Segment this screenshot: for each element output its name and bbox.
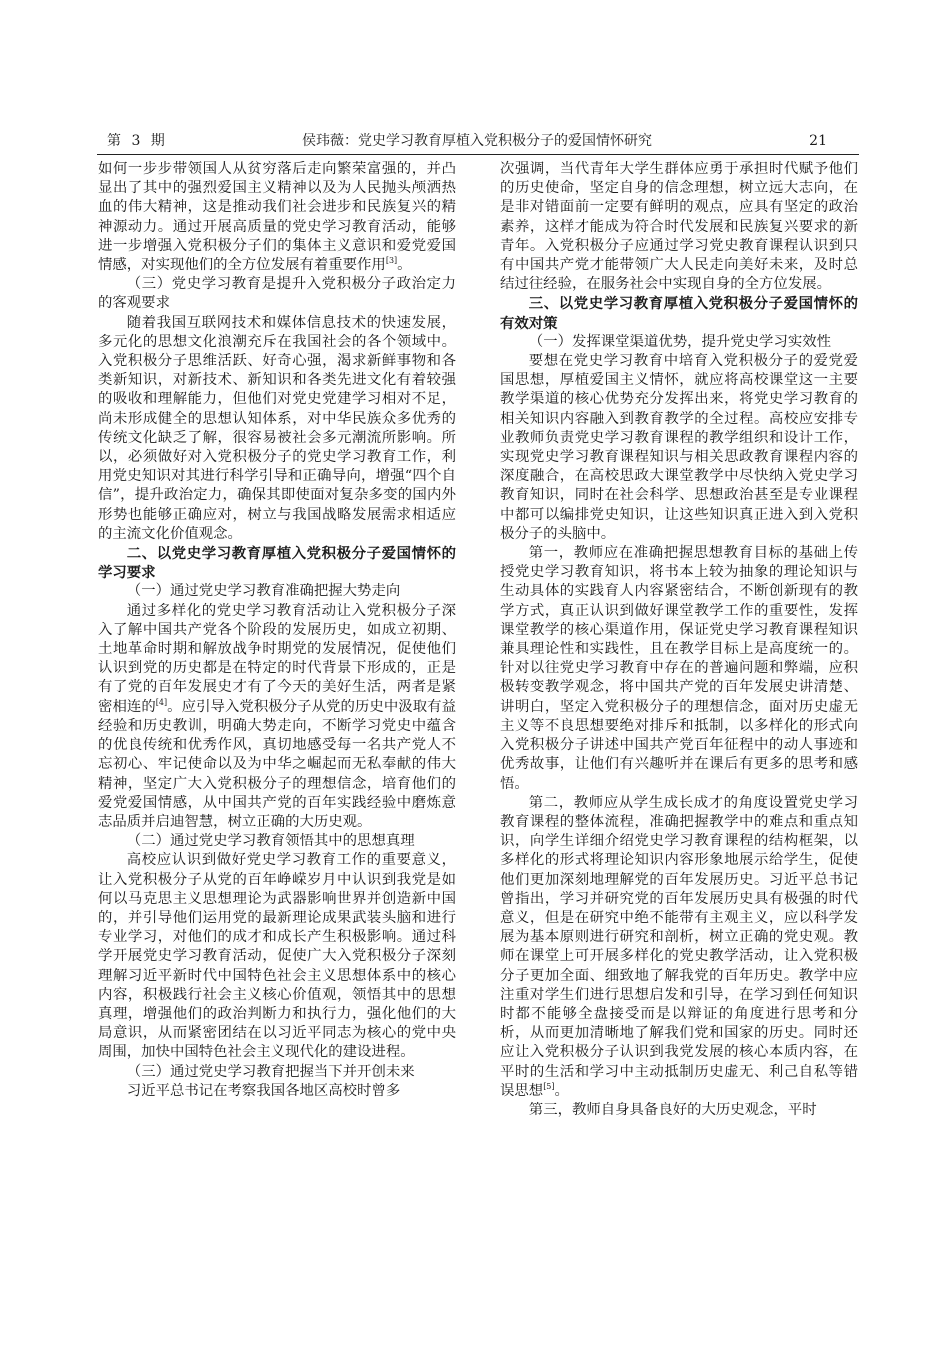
subsection-heading: （二）通过党史学习教育领悟其中的思想真理	[126, 833, 415, 850]
citation-5[interactable]: [5]	[543, 1081, 555, 1091]
paragraph: 通过多样化的党史学习教育活动让入党积极分子深入了解中国共产党各个阶段的发展历史，如成立初期、土地革命时期和解放战争时期党的发展情况，促使他们认识到党的历史都是在特定的时代背景下形成的，正是有了党的百年发展史才有了今天的美好生活，两者是紧密相连的[4]。应引导入党积极分子从党的历史中汲取有益经验和历史教训，明确大势走向，不断学习党史中蕴含的优良传统和优秀作风，真切地感受每一名共产党人不忘初心、牢记使命以及为中华之崛起而无私奉献的伟大精神，坚定广大入党积极分子的理想信念，培育他们的爱党爱国情感，从中国共产党的百年实践经验中磨炼意志品质并启迪智慧，树立正确的大历史观。	[98, 602, 456, 830]
paragraph: 次强调，当代青年大学生群体应勇于承担时代赋予他们的历史使命，坚定自身的信念理想，树立远大志向，在是非对错面前一定要有鲜明的观点，应具有坚定的政治素养，这样才能成为符合时代发展和民族复兴要求的新青年。入党积极分子应通过学习党史教育课程认识到只有中国共产党才能带领广大人民走向美好未来，及时总结过往经验，在服务社会中实现自身的全方位发展。	[500, 161, 858, 293]
citation-4[interactable]: [4]	[155, 697, 168, 707]
subsection-heading: （一）通过党史学习教育准确把握大势走向	[126, 583, 401, 600]
subsection-heading: （一）发挥课堂渠道优势，提升党史学习实效性	[528, 333, 832, 350]
header-rule	[97, 154, 859, 155]
paragraph: 第三，教师自身具备良好的大历史观念，平时	[528, 1101, 817, 1118]
paragraph: 第一，教师应在准确把握思想教育目标的基础上传授党史学习教育知识，将书本上较为抽象的理论知识与生动具体的实践育人内容紧密结合，不断创新现有的教学方式，真正认识到做好课堂教学工作的重要性，发挥课堂教学的核心渠道作用，保证党史学习教育课程知识兼具理论性和实践性，且在教学目标上是高度统一的。针对以往党史学习教育中存在的普遍问题和弊端，应积极转变教学观念，将中国共产党的百年发展史讲清楚、讲明白，坚定入党积极分子的理想信念，面对历史虚无主义等不良思想要绝对排斥和抵制，以多样化的形式向入党积极分子讲述中国共产党百年征程中的动人事迹和优秀故事，让他们有兴趣听并在课后有更多的思考和感悟。	[500, 545, 858, 792]
page-number: 21	[809, 133, 827, 149]
section-heading-2: 二、以党史学习教育厚植入党积极分子爱国情怀的学习要求	[98, 545, 456, 582]
paragraph: 要想在党史学习教育中培育入党积极分子的爱党爱国思想，厚植爱国主义情怀，就应将高校课堂这一主要教学渠道的核心优势充分发挥出来，将党史学习教育的相关知识内容融入到教育教学的全过程。高校应安排专业教师负责党史学习教育课程的教学组织和设计工作，实现党史学习教育课程知识与相关思政教育课程内容的深度融合，在高校思政大课堂教学中尽快纳入党史学习教育知识，同时在社会科学、思想政治甚至是专业课程中都可以编排党史知识，让这些知识真正进入到入党积极分子的头脑中。	[500, 353, 858, 542]
paragraph: 习近平总书记在考察我国各地区高校时曾多	[126, 1082, 401, 1099]
running-title: 侯玮薇：党史学习教育厚植入党积极分子的爱国情怀研究	[302, 133, 652, 149]
right-column	[500, 160, 858, 1120]
section-heading-3: 三、以党史学习教育厚植入党积极分子爱国情怀的有效对策	[500, 295, 858, 332]
issue-label: 第 3 期	[107, 133, 168, 149]
paragraph: 高校应认识到做好党史学习教育工作的重要意义，让入党积极分子从党的百年峥嵘岁月中认识到我党是如何以马克思主义思想理论为武器影响世界并创造新中国的，并引导他们运用党的最新理论成果武装头脑和进行专业学习，对他们的成才和成长产生积极影响。通过科学开展党史学习教育活动，促使广大入党积极分子深刻理解习近平新时代中国特色社会主义思想体系中的核心内容，积极践行社会主义核心价值观，领悟其中的思想真理，增强他们的政治判断力和执行力，强化他们的大局意识，从而紧密团结在以习近平同志为核心的党中央周围，加快中国特色社会主义现代化的建设进程。	[98, 852, 456, 1061]
left-column	[98, 160, 456, 1101]
citation-3[interactable]: [3]	[385, 256, 398, 266]
running-header	[97, 131, 857, 151]
subsection-heading: （三）通过党史学习教育把握当下并开创未来	[126, 1063, 415, 1080]
paragraph: 第二，教师应从学生成长成才的角度设置党史学习教育课程的整体流程，准确把握教学中的难点和重点知识，向学生详细介绍党史学习教育课程的结构框架，以多样化的形式将理论知识内容形象地展示给学生，促使他们更加深刻地理解党的百年发展历史。习近平总书记曾指出，学习并研究党的百年发展历史具有极强的时代意义，但是在研究中绝不能带有主观主义，应以科学发展为基本原则进行研究和剖析，树立正确的党史观。教师在课堂上可开展多样化的党史教学活动，让入党积极分子更加全面、细致地了解我党的百年历史。教学中应注重对学生们进行思想启发和引导，在学习到任何知识时都不能够全盘接受而是以辩证的角度进行思考和分析，从而更加清晰地了解我们党和国家的历史。同时还应让入党积极分子认识到我党发展的核心本质内容，在平时的生活和学习中主动抵制历史虚无、利己自私等错误思想[5]。	[500, 794, 858, 1099]
subsection-heading: （三）党史学习教育是提升入党积极分子政治定力的客观要求	[98, 276, 456, 312]
paragraph: 如何一步步带领国人从贫穷落后走向繁荣富强的，并凸显出了其中的强烈爱国主义精神以及为人民抛头颅洒热血的伟大精神，这是推动我们社会进步和民族复兴的精神源动力。通过开展高质量的党史学习教育活动，能够进一步增强入党积极分子们的集体主义意识和爱党爱国情感，对实现他们的全方位发展有着重要作用[3]。	[98, 161, 456, 274]
paragraph: 随着我国互联网技术和媒体信息技术的快速发展，多元化的思想文化浪潮充斥在我国社会的各个领域中。入党积极分子思维活跃、好奇心强，渴求新鲜事物和各类新知识，对新技术、新知识和各类先进文化有着较强的吸收和理解能力，但他们对党史党建学习相对不足，尚未形成健全的思想认知体系，对中华民族众多优秀的传统文化缺乏了解，很容易被社会多元潮流所影响。所以，必须做好对入党积极分子的党史学习教育工作，利用党史知识对其进行科学引导和正确导向，增强“四个自信”，提升政治定力，确保其即使面对复杂多变的国内外形势也能够正确应对，树立与我国战略发展需求相适应的主流文化价值观念。	[98, 314, 456, 542]
